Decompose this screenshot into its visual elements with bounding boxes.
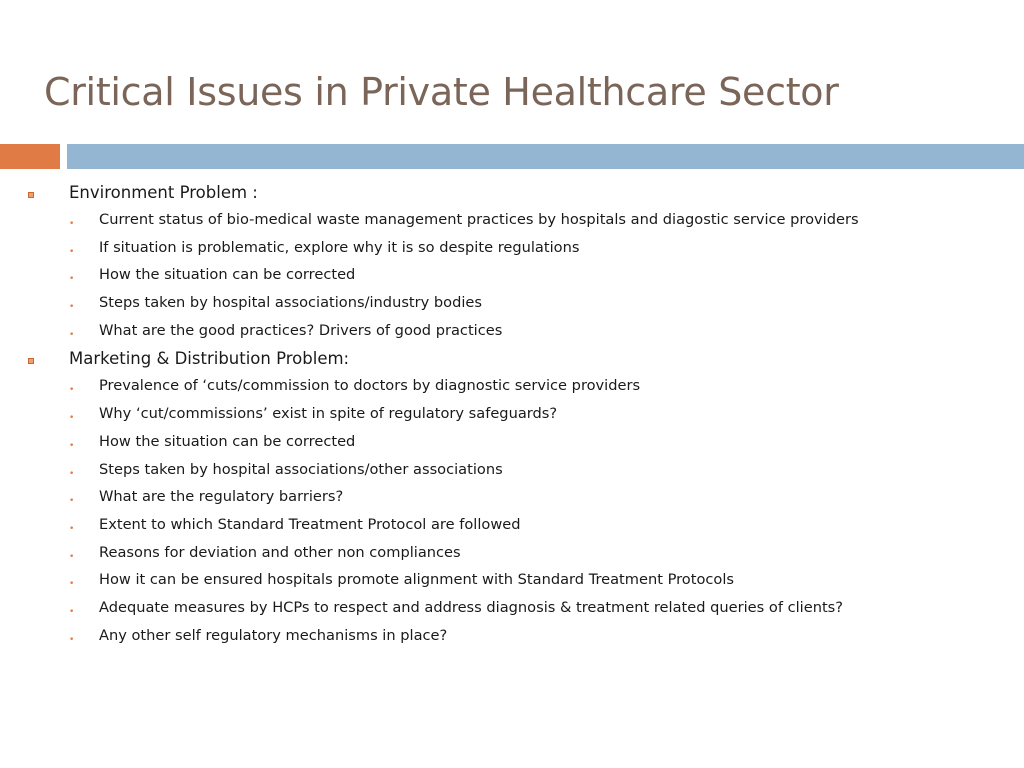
bullet-list — [0, 374, 1024, 651]
dot-bullet-icon: • — [69, 496, 75, 507]
list-item-text: Reasons for deviation and other non compliances — [99, 543, 461, 561]
dot-bullet-icon: • — [69, 579, 75, 590]
list-item — [0, 568, 1024, 596]
list-item-text: Any other self regulatory mechanisms in place? — [99, 626, 448, 644]
dot-bullet-icon: • — [69, 606, 75, 617]
bullet-list — [0, 208, 1024, 346]
dot-bullet-icon: • — [69, 468, 75, 479]
list-item — [0, 402, 1024, 430]
dot-bullet-icon: • — [69, 385, 75, 396]
dot-bullet-icon: • — [69, 246, 75, 257]
list-item — [0, 485, 1024, 513]
list-item-text: Why ‘cut/commissions’ exist in spite of regulatory safeguards? — [99, 405, 558, 423]
section-marketing-distribution — [0, 346, 1024, 651]
list-item-text: Steps taken by hospital associations/industry bodies — [99, 294, 483, 312]
list-item — [0, 541, 1024, 569]
list-item — [0, 624, 1024, 652]
section-label: Environment Problem : — [69, 183, 258, 202]
dot-bullet-icon: • — [69, 551, 75, 562]
accent-band-blue — [67, 144, 1024, 169]
section-label: Marketing & Distribution Problem: — [69, 349, 350, 369]
dot-bullet-icon: • — [69, 302, 75, 313]
dot-bullet-icon: • — [69, 329, 75, 340]
dot-bullet-icon: • — [69, 219, 75, 229]
list-item-text: Extent to which Standard Treatment Protocol are followed — [99, 515, 521, 533]
list-item-text: If situation is problematic, explore why it is so despite regulations — [99, 238, 580, 256]
list-item-text: Prevalence of ‘cuts/commission to doctors by diagnostic service providers — [99, 377, 641, 395]
list-item — [0, 513, 1024, 541]
list-item-text: What are the regulatory barriers? — [99, 488, 344, 506]
list-item-text: How it can be ensured hospitals promote alignment with Standard Treatment Protocols — [99, 571, 734, 589]
section-environment — [0, 180, 1024, 346]
list-item-text: Current status of bio-medical waste management practices by hospitals and diagostic service providers — [99, 211, 859, 228]
list-item-text: How the situation can be corrected — [99, 432, 356, 450]
slide-title: Critical Issues in Private Healthcare Sector — [44, 70, 839, 114]
list-item — [0, 374, 1024, 402]
square-bullet-icon — [28, 358, 34, 364]
list-item-text: Steps taken by hospital associations/other associations — [99, 460, 503, 478]
section-header — [0, 346, 1024, 374]
list-item — [0, 208, 1024, 236]
accent-band-orange — [0, 144, 60, 169]
section-header — [0, 180, 1024, 208]
list-item — [0, 596, 1024, 624]
list-item-text: Adequate measures by HCPs to respect and address diagnosis & treatment related queries of clients? — [99, 598, 844, 616]
list-item — [0, 458, 1024, 486]
square-bullet-icon — [28, 192, 34, 198]
slide-content — [0, 180, 1024, 651]
list-item-text: How the situation can be corrected — [99, 266, 356, 284]
dot-bullet-icon: • — [69, 440, 75, 451]
list-item — [0, 430, 1024, 458]
list-item — [0, 263, 1024, 291]
list-item — [0, 319, 1024, 347]
list-item — [0, 291, 1024, 319]
dot-bullet-icon: • — [69, 523, 75, 534]
list-item — [0, 236, 1024, 264]
dot-bullet-icon: • — [69, 634, 75, 645]
dot-bullet-icon: • — [69, 413, 75, 424]
dot-bullet-icon: • — [69, 274, 75, 285]
list-item-text: What are the good practices? Drivers of good practices — [99, 321, 503, 339]
